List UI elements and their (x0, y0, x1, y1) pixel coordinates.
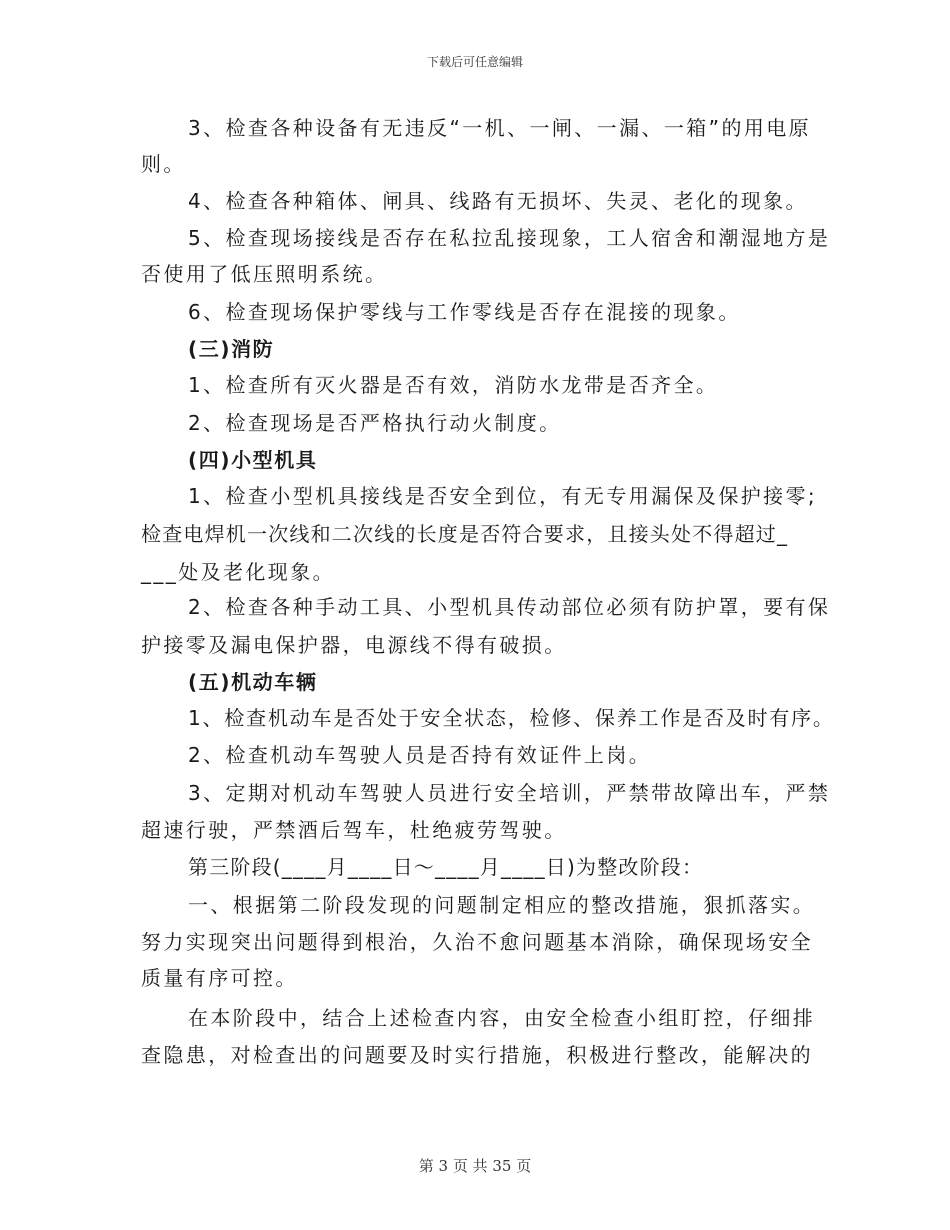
section-heading: (三)消防 (188, 337, 275, 361)
text-line: 努力实现突出问题得到根治，久治不愈问题基本消除，确保现场安全 (141, 930, 813, 954)
text-line: 3、检查各种设备有无违反“一机、一闸、一漏、一箱”的用电原 (188, 116, 812, 140)
text-line: 否使用了低压照明系统。 (141, 262, 388, 286)
text-line: 检查电焊机一次线和二次线的长度是否符合要求，且接头处不得超过_ (141, 522, 789, 546)
page-header: 下载后可任意编辑 (426, 55, 523, 69)
page-footer: 第 3 页 共 35 页 (418, 1157, 532, 1175)
text-line: 超速行驶，严禁酒后驾车，杜绝疲劳驾驶。 (141, 818, 567, 842)
text-line: 质量有序可控。 (141, 966, 298, 990)
text-line: 3、定期对机动车驾驶人员进行安全培训，严禁带故障出车，严禁 (188, 781, 831, 805)
text-line: 4、检查各种箱体、闸具、线路有无损坏、失灵、老化的现象。 (188, 189, 808, 213)
text-line: 1、检查小型机具接线是否安全到位，有无专用漏保及保护接零; (188, 484, 818, 508)
section-heading: (五)机动车辆 (188, 670, 318, 694)
text-line: 1、检查机动车是否处于安全状态，检修、保养工作是否及时有序。 (188, 706, 835, 730)
text-line: 2、检查现场是否严格执行动火制度。 (188, 411, 562, 435)
text-line: 1、检查所有灭火器是否有效，消防水龙带是否齐全。 (188, 373, 719, 397)
text-line: 查隐患，对检查出的问题要及时实行措施，积极进行整改，能解决的 (141, 1043, 813, 1067)
text-line: 第三阶段(____月____日～____月____日)为整改阶段： (188, 855, 704, 879)
text-line: 则。 (141, 152, 186, 176)
text-line: 2、检查机动车驾驶人员是否持有效证件上岗。 (188, 743, 652, 767)
text-line: 护接零及漏电保护器，电源线不得有破损。 (141, 633, 567, 657)
text-line: 一、根据第二阶段发现的问题制定相应的整改措施，狠抓落实。 (188, 893, 816, 917)
text-line: ___处及老化现象。 (141, 560, 335, 584)
text-line: 在本阶段中，结合上述检查内容，由安全检查小组盯控，仔细排 (188, 1006, 816, 1030)
text-line: 2、检查各种手动工具、小型机具传动部位必须有防护罩，要有保 (188, 595, 831, 619)
text-line: 5、检查现场接线是否存在私拉乱接现象，工人宿舍和潮湿地方是 (188, 226, 831, 250)
section-heading: (四)小型机具 (188, 448, 318, 472)
text-line: 6、检查现场保护零线与工作零线是否存在混接的现象。 (188, 300, 741, 324)
